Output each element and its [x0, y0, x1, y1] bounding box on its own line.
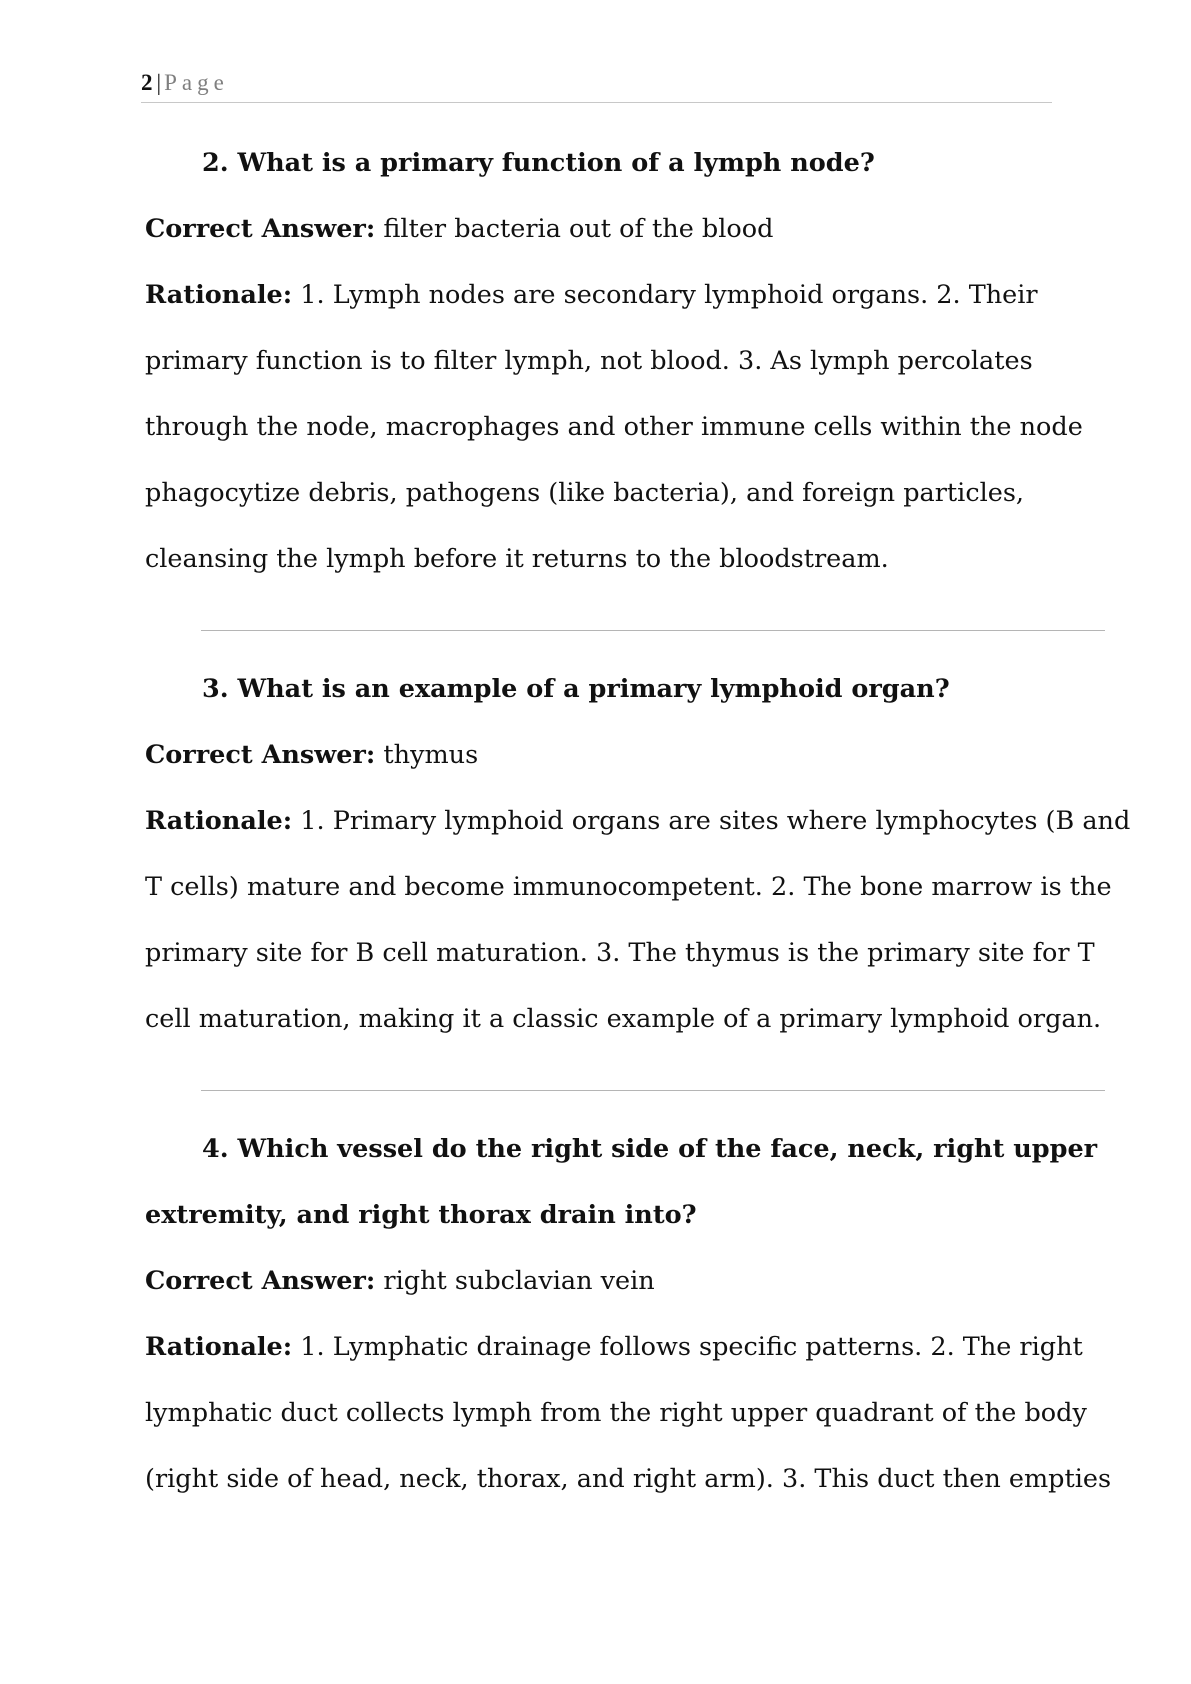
- rationale-label: Rationale:: [145, 280, 293, 310]
- rationale-label: Rationale:: [145, 806, 293, 836]
- correct-answer-label: Correct Answer:: [145, 214, 376, 244]
- question-block-3: [145, 656, 1131, 1052]
- question-block-4: [145, 1116, 1112, 1512]
- section-divider: [201, 630, 1105, 631]
- rationale-line: [145, 1314, 1083, 1380]
- correct-answer-label: Correct Answer:: [145, 740, 376, 770]
- correct-answer-value: right subclavian vein: [375, 1266, 655, 1296]
- correct-answer-value: thymus: [375, 740, 479, 770]
- rationale-text: cleansing the lymph before it returns to the bloodstream.: [145, 544, 889, 574]
- rationale-text: through the node, macrophages and other immune cells within the node: [145, 412, 1083, 442]
- page-number: 2: [141, 70, 153, 95]
- correct-answer-line: [145, 196, 1065, 262]
- question-text: extremity, and right thorax drain into?: [145, 1200, 697, 1230]
- question-text: 2. What is a primary function of a lymph node?: [202, 148, 875, 178]
- rationale-text: 1. Lymphatic drainage follows specific patterns. 2. The right: [292, 1332, 1083, 1362]
- correct-answer-label: Correct Answer:: [145, 1266, 376, 1296]
- page-word: Page: [164, 70, 229, 95]
- rationale-text: primary function is to filter lymph, not blood. 3. As lymph percolates: [145, 346, 1033, 376]
- rationale-text: phagocytize debris, pathogens (like bacteria), and foreign particles,: [145, 478, 1025, 508]
- rationale-text: lymphatic duct collects lymph from the right upper quadrant of the body: [145, 1398, 1087, 1428]
- rationale-text: T cells) mature and become immunocompetent. 2. The bone marrow is the: [145, 872, 1112, 902]
- rationale-line: [145, 262, 1065, 328]
- question-text: 3. What is an example of a primary lymphoid organ?: [202, 674, 950, 704]
- correct-answer-line: [145, 722, 1065, 788]
- rationale-line: [145, 788, 1131, 854]
- rationale-label: Rationale:: [145, 1332, 293, 1362]
- correct-answer-line: [145, 1248, 1065, 1314]
- question-text: 4. Which vessel do the right side of the face, neck, right upper: [202, 1134, 1098, 1164]
- question-block-2: [145, 130, 1083, 592]
- rationale-text: cell maturation, making it a classic example of a primary lymphoid organ.: [145, 1004, 1102, 1034]
- rationale-text: (right side of head, neck, thorax, and right arm). 3. This duct then empties: [145, 1464, 1112, 1494]
- correct-answer-value: filter bacteria out of the blood: [375, 214, 774, 244]
- section-divider: [201, 1090, 1105, 1091]
- rationale-text: 1. Primary lymphoid organs are sites where lymphocytes (B and: [292, 806, 1131, 836]
- page-separator: |: [156, 70, 162, 95]
- rationale-text: 1. Lymph nodes are secondary lymphoid organs. 2. Their: [292, 280, 1038, 310]
- page-header: [141, 70, 1052, 103]
- rationale-text: primary site for B cell maturation. 3. The thymus is the primary site for T: [145, 938, 1095, 968]
